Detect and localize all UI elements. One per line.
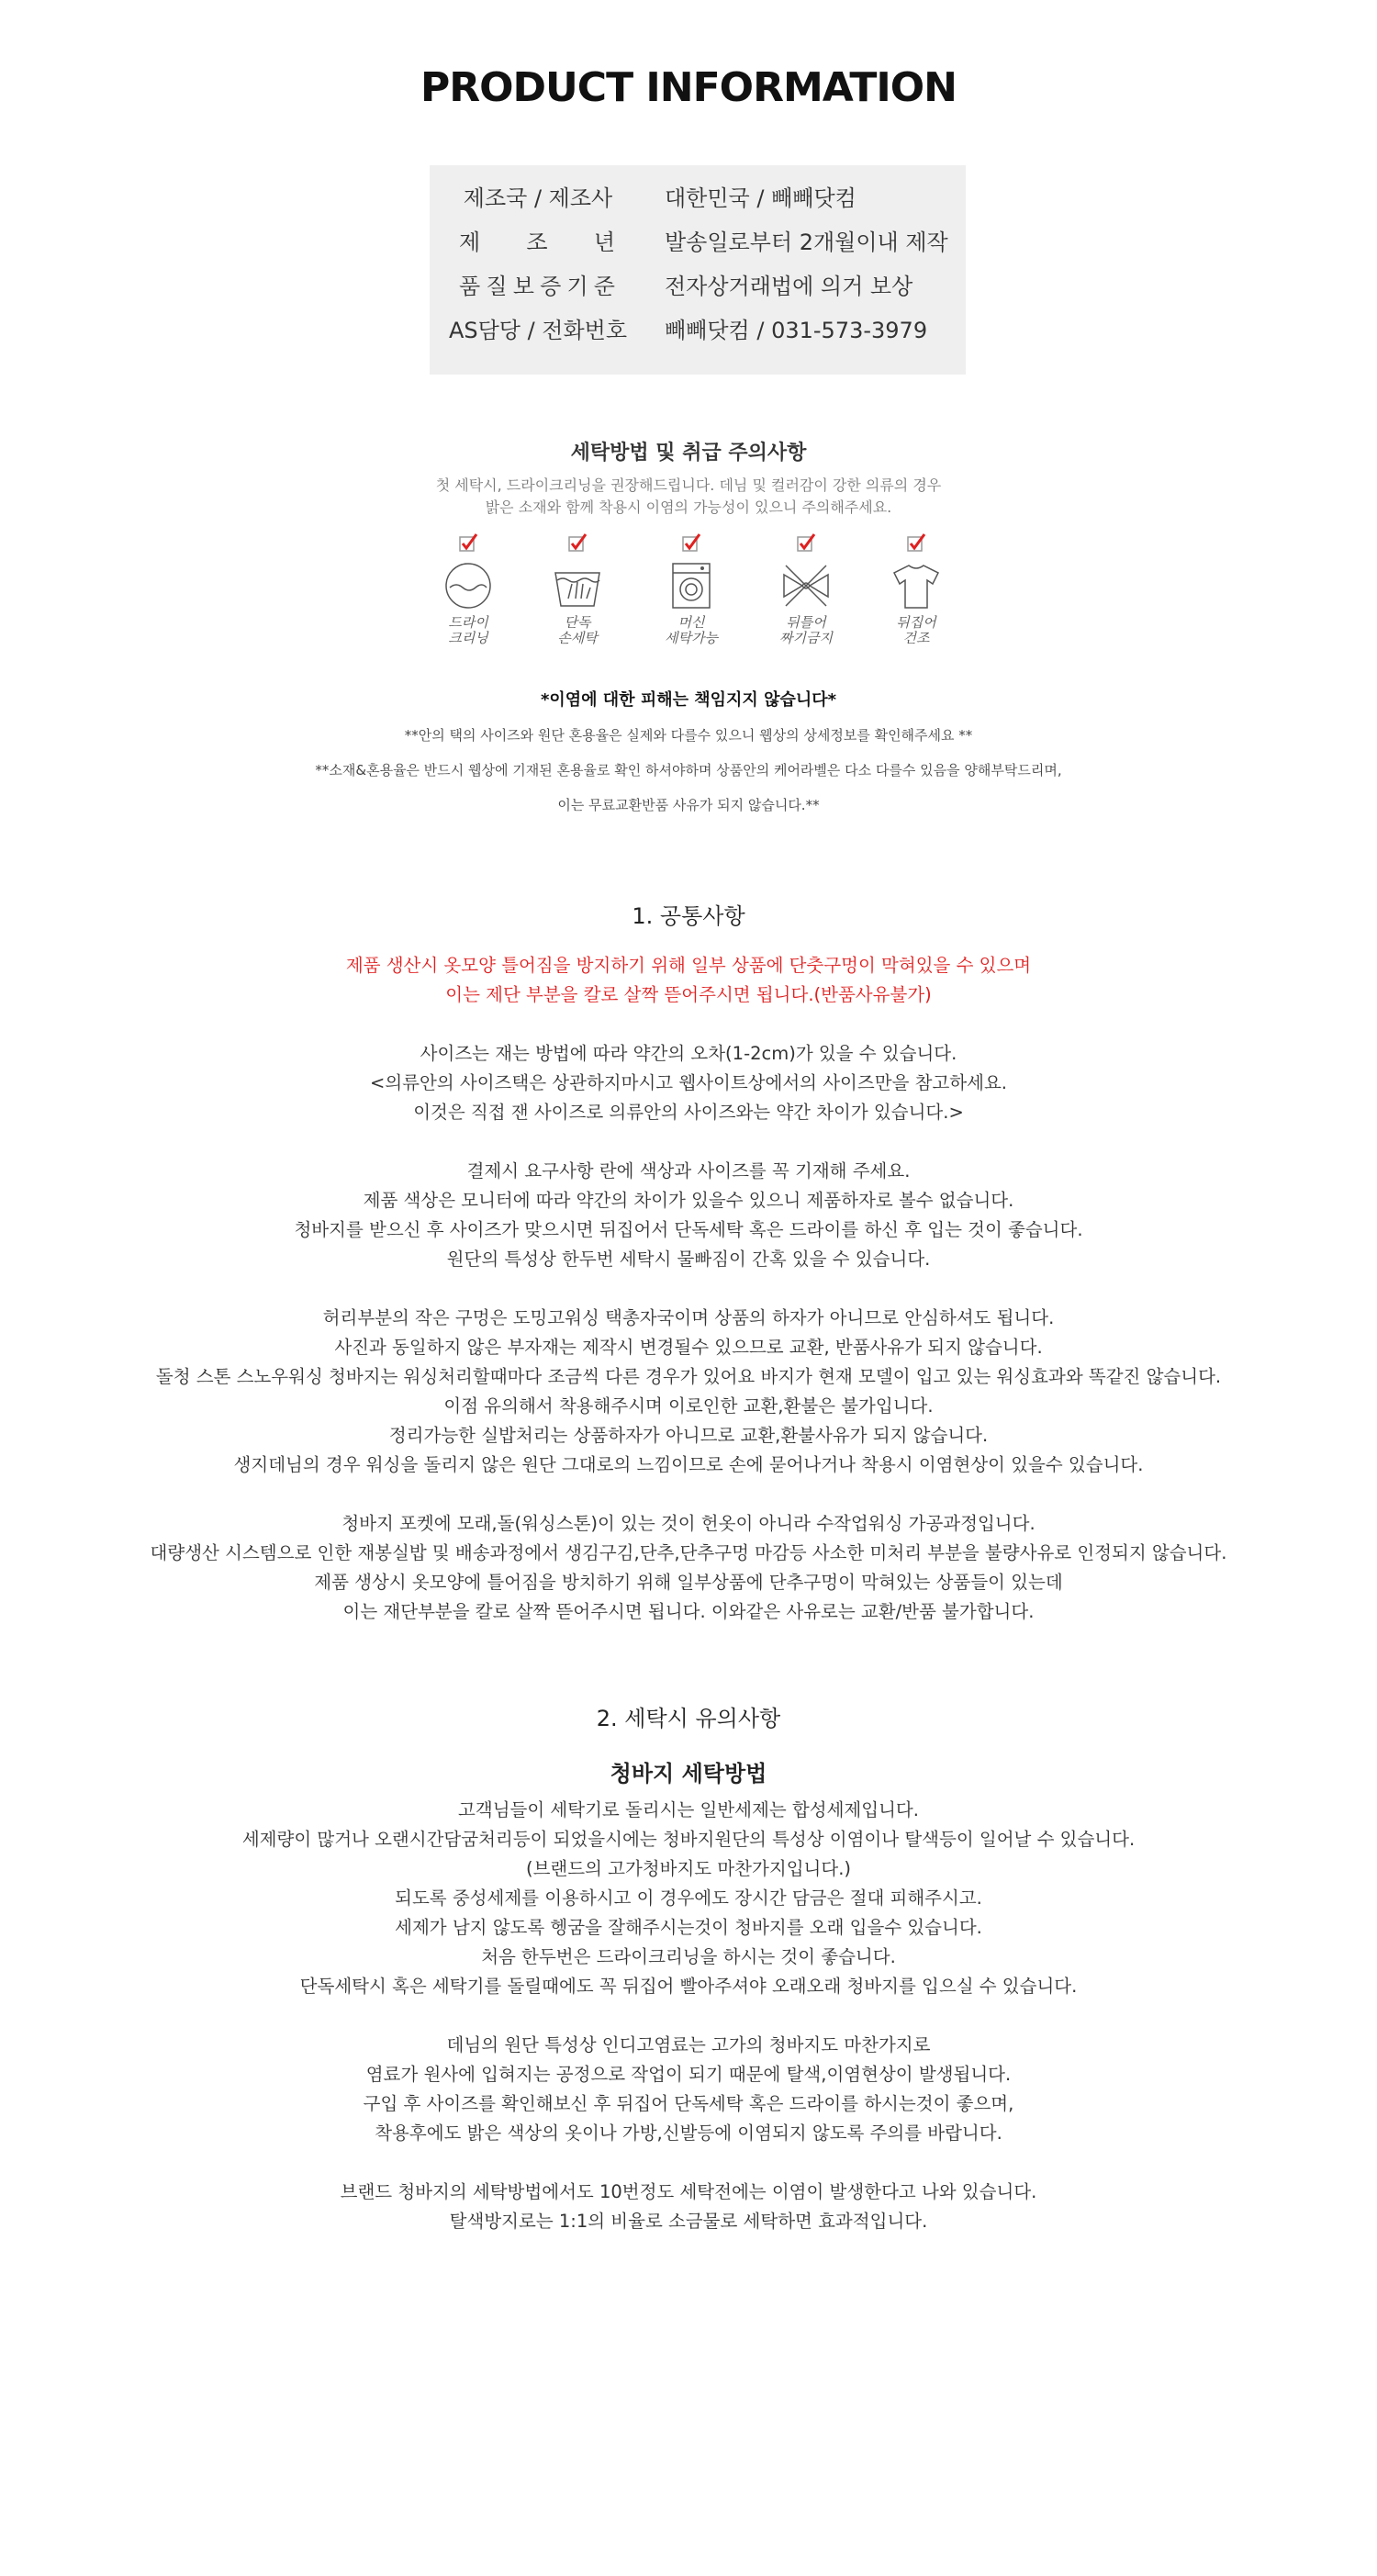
notice-line: 탈색방지로는 1:1의 비율로 소금물로 세탁하면 효과적입니다. <box>449 2211 928 2232</box>
notice-line: 정리가능한 실밥처리는 상품하자가 아니므로 교환,환불사유가 되지 않습니다. <box>388 1425 989 1446</box>
care-icon-item <box>875 532 957 646</box>
notice-line: 사진과 동일하지 않은 부자재는 제작시 변경될수 있으므로 교환, 반품사유가 되지 않습니다. <box>334 1337 1043 1358</box>
care-icon-caption <box>536 615 619 646</box>
info-label-char: 질 <box>486 274 508 299</box>
caption-line: 드라이 <box>448 614 488 631</box>
info-label-char: 조 <box>526 230 548 255</box>
notice-line: 이점 유의해서 착용해주시며 이로인한 교환,환불은 불가입니다. <box>443 1395 934 1417</box>
notice-line-red: 이는 제단 부분을 칼로 살짝 뜯어주시면 됩니다.(반품사유불가) <box>445 984 932 1005</box>
caption-line: 뒤틀어 <box>786 614 826 631</box>
notice-line: 청바지 포켓에 모래,돌(워싱스톤)이 있는 것이 헌옷이 아니라 수작업워싱 가공과정입니다. <box>341 1513 1036 1534</box>
small-note: **안의 택의 사이즈와 원단 혼용율은 실제와 다를수 있으니 웹상의 상세정보를 확인해주세요 ** <box>404 727 973 744</box>
check-icon <box>567 532 588 553</box>
care-title: 세탁방법 및 취급 주의사항 <box>570 442 807 465</box>
check-icon <box>906 532 926 553</box>
info-label-char: 준 <box>593 274 615 299</box>
notice-line: 제품 생상시 옷모양에 틀어짐을 방치하기 위해 일부상품에 단추구멍이 막혀있는 상품들이 있는데 <box>314 1572 1063 1593</box>
care-icon-caption <box>765 615 847 646</box>
care-icon-caption <box>875 615 957 646</box>
notice-line: 세제가 남지 않도록 헹굼을 잘해주시는것이 청바지를 오래 입을수 있습니다. <box>395 1917 982 1938</box>
care-note: 첫 세탁시, 드라이크리닝을 권장해드립니다. 데님 및 컬러감이 강한 의류의 경우 <box>435 476 942 494</box>
care-icons <box>0 532 1377 652</box>
notice-line: 단독세탁시 혹은 세탁기를 돌릴때에도 꼭 뒤집어 빨아주셔야 오래오래 청바지를 입으실 수 있습니다. <box>299 1976 1078 1997</box>
notice-line: 구입 후 사이즈를 확인해보신 후 뒤집어 단독세탁 혹은 드라이를 하시는것이 좋으며, <box>363 2093 1014 2114</box>
notice-line: 이는 재단부분을 칼로 살짝 뜯어주시면 됩니다. 이와같은 사유로는 교환/반품 불가합니다. <box>342 1601 1035 1622</box>
dry-clean-icon <box>442 560 494 611</box>
check-icon <box>796 532 816 553</box>
small-note: 이는 무료교환반품 사유가 되지 않습니다.** <box>557 797 820 813</box>
notice-line: 대량생산 시스템으로 인한 재봉실밥 및 배송과정에서 생김구김,단추,단추구멍 마감등 사소한 미처리 부분을 불량사유로 인정되지 않습니다. <box>150 1542 1227 1563</box>
notice-line-red: 제품 생산시 옷모양 틀어짐을 방지하기 위해 일부 상품에 단춧구멍이 막혀있을 수 있으며 <box>345 955 1032 976</box>
notice-line: 착용후에도 밝은 색상의 옷이나 가방,신발등에 이염되지 않도록 주의를 바랍니다. <box>375 2122 1002 2144</box>
product-info-table <box>430 165 966 375</box>
jeans-washing-subtitle: 청바지 세탁방법 <box>610 1761 767 1786</box>
info-label-char: 제 <box>459 230 481 255</box>
notice-line: 염료가 원사에 입혀지는 공정으로 작업이 되기 때문에 탈색,이염현상이 발생됩니다. <box>365 2064 1012 2085</box>
caption-line: 짜기금지 <box>779 630 833 646</box>
caption-line: 뒤집어 <box>896 614 936 631</box>
notice-line: 돌청 스톤 스노우워싱 청바지는 워싱처리할때마다 조금씩 다른 경우가 있어요 바지가 현재 모델이 입고 있는 워싱효과와 똑같진 않습니다. <box>155 1366 1222 1387</box>
info-value: 발송일로부터 2개월이내 제작 <box>665 230 948 255</box>
notice-line: 고객님들이 세탁기로 돌리시는 일반세제는 합성세제입니다. <box>458 1799 919 1820</box>
hand-wash-icon <box>552 560 603 611</box>
info-row-warranty <box>430 268 966 312</box>
info-label-char: 기 <box>566 274 588 299</box>
care-icon-item <box>536 532 619 646</box>
small-note: **소재&혼용율은 반드시 웹상에 기재된 혼용율로 확인 하셔야하며 상품안의 케어라벨은 다소 다를수 있음을 양해부탁드리며, <box>315 762 1062 778</box>
notice-line: 제품 색상은 모니터에 따라 약간의 차이가 있을수 있으니 제품하자로 볼수 없습니다. <box>363 1190 1014 1211</box>
notice-line: (브랜드의 고가청바지도 마찬가지입니다.) <box>525 1858 852 1879</box>
page-title: PRODUCT INFORMATION <box>420 64 957 111</box>
info-label-char: 보 <box>512 274 534 299</box>
machine-wash-icon <box>666 560 717 611</box>
caption-line: 손세탁 <box>557 630 598 646</box>
info-label: AS담당 / 전화번호 <box>448 318 628 343</box>
caption-line: 머신 <box>677 614 705 631</box>
caption-line: 건조 <box>902 630 930 646</box>
stain-warning: *이염에 대한 피해는 책임지지 않습니다* <box>540 690 837 710</box>
caption-line: 단독 <box>564 614 591 631</box>
info-value: 대한민국 / 빼빼닷컴 <box>665 185 856 211</box>
info-label <box>459 224 615 256</box>
caption-line: 크리닝 <box>448 630 488 646</box>
info-row-manufacture-date <box>430 224 966 268</box>
care-icon-item <box>427 532 509 646</box>
check-icon <box>458 532 478 553</box>
notice-line: 브랜드 청바지의 세탁방법에서도 10번정도 세탁전에는 이염이 발생한다고 나와 있습니다. <box>340 2181 1037 2202</box>
caption-line: 세탁가능 <box>665 630 718 646</box>
info-label-char: 증 <box>540 274 562 299</box>
section-title-common: 1. 공통사항 <box>632 903 745 929</box>
info-row-origin <box>430 180 966 224</box>
check-icon <box>681 532 701 553</box>
care-note: 밝은 소재와 함께 착용시 이염의 가능성이 있으니 주의해주세요. <box>485 498 892 516</box>
notice-line: <의류안의 사이즈택은 상관하지마시고 웹사이트상에서의 사이즈만을 참고하세요. <box>370 1072 1007 1093</box>
info-label <box>459 268 615 300</box>
info-label-char: 년 <box>593 230 615 255</box>
care-icon-item <box>650 532 733 646</box>
care-icon-item <box>765 532 847 646</box>
notice-line: 청바지를 받으신 후 사이즈가 맞으시면 뒤집어서 단독세탁 혹은 드라이를 하신 후 입는 것이 좋습니다. <box>294 1219 1083 1240</box>
notice-line: 허리부분의 작은 구멍은 도밍고워싱 택총자국이며 상품의 하자가 아니므로 안심하셔도 됩니다. <box>322 1307 1055 1328</box>
info-value: 빼빼닷컴 / 031-573-3979 <box>665 318 928 343</box>
care-icon-caption <box>650 615 733 646</box>
care-icon-caption <box>427 615 509 646</box>
info-row-as-contact <box>430 312 966 356</box>
notice-line: 결제시 요구사항 란에 색상과 사이즈를 꼭 기재해 주세요. <box>466 1160 911 1182</box>
notice-line: 사이즈는 재는 방법에 따라 약간의 오차(1-2cm)가 있을 수 있습니다. <box>420 1043 957 1064</box>
info-value: 전자상거래법에 의거 보상 <box>665 274 913 299</box>
notice-line: 이것은 직접 잰 사이즈로 의류안의 사이즈와는 약간 차이가 있습니다.> <box>413 1102 964 1123</box>
notice-line: 데님의 원단 특성상 인디고염료는 고가의 청바지도 마찬가지로 <box>446 2034 931 2055</box>
info-label-char: 품 <box>459 274 481 299</box>
notice-line: 처음 한두번은 드라이크리닝을 하시는 것이 좋습니다. <box>481 1946 896 1967</box>
section-title-washing: 2. 세탁시 유의사항 <box>596 1706 781 1731</box>
notice-line: 세제량이 많거나 오랜시간담굼처리등이 되었을시에는 청바지원단의 특성상 이염이나 탈색등이 일어날 수 있습니다. <box>241 1829 1136 1850</box>
notice-line: 되도록 중성세제를 이용하시고 이 경우에도 장시간 담금은 절대 피해주시고. <box>395 1887 982 1909</box>
no-wring-icon <box>780 560 832 611</box>
info-label: 제조국 / 제조사 <box>463 185 613 211</box>
inside-out-dry-icon <box>890 560 942 611</box>
notice-line: 원단의 특성상 한두번 세탁시 물빠짐이 간혹 있을 수 있습니다. <box>446 1249 931 1270</box>
notice-line: 생지데님의 경우 워싱을 돌리지 않은 원단 그대로의 느낌이므로 손에 묻어나거나 착용시 이염현상이 있을수 있습니다. <box>233 1454 1144 1475</box>
